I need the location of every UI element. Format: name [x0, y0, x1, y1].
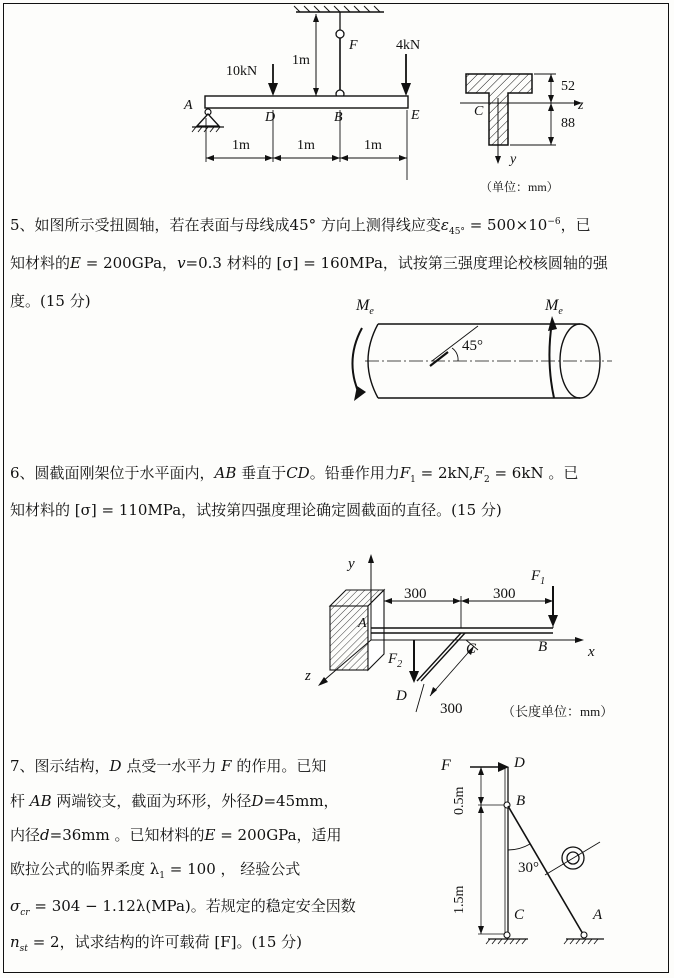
q7-dim-0-5m-text: 0.5m [452, 786, 467, 815]
q6-dim-300-b: 300 [493, 586, 516, 602]
fig1-label-z: z [578, 98, 584, 113]
q6-CD: CD [286, 464, 310, 482]
q7-F: F [221, 757, 232, 775]
fig1-label-A: A [184, 98, 193, 113]
q6-text-1c: 垂直于 [236, 464, 287, 482]
q5-text-2c: = 200GPa， [80, 254, 178, 272]
q5-epsilon-sub: 45° [448, 227, 465, 237]
q6-label-F1-F: F [531, 568, 541, 584]
q5-Me-left-sub: e [369, 306, 374, 318]
q6-label-F1-sub: 1 [540, 576, 546, 587]
q6-F1-sub: 1 [410, 475, 416, 485]
q6-label-D: D [396, 688, 407, 704]
fig1-dim-1m-b: 1m [297, 138, 315, 153]
q7-D: D [109, 757, 122, 775]
q5-text-2e: =0.3 材料的 [σ] = 160MPa，试按第三强度理论校核圆轴的强 [185, 254, 608, 272]
q7-lambda-sub: 1 [159, 871, 166, 881]
q5-text-1a: 5、如图所示受扭圆轴，若在表面与母线成45° 方向上测得线应变 [10, 216, 441, 234]
q5-Me-right-M: M [545, 297, 559, 314]
q7-label-F: F [441, 757, 451, 774]
q6-dim-300-a: 300 [404, 586, 427, 602]
q6-axis-y: y [348, 556, 355, 572]
q6-unit-note: （长度单位：mm） [502, 704, 614, 719]
q6-label-F2-sub: 2 [397, 659, 403, 670]
q6-line-2: 知材料的 [σ] = 110MPa，试按第四强度理论确定圆截面的直径。(15 分) [10, 501, 502, 519]
q6-dim-300-c: 300 [440, 701, 463, 717]
q5-text-2a: 知材料的 [10, 254, 71, 272]
q7-AB: AB [29, 792, 52, 810]
fig1-label-y: y [510, 152, 517, 167]
q5-angle-label: 45° [462, 338, 483, 354]
q6-label-F2-F: F [388, 651, 398, 667]
q7-label-D: D [514, 755, 525, 771]
q5-text-1d: = 500×10 [464, 216, 548, 234]
fig1-dim-52: 52 [561, 79, 575, 94]
q7-dim-1-5m [452, 866, 468, 914]
q7-text-2e: =45mm， [263, 792, 339, 810]
q7-sigma: σ [10, 897, 21, 915]
q7-text-2c: 两端铰支，截面为环形，外径 [51, 792, 252, 810]
q5-E: E [70, 254, 81, 272]
q7-label-A: A [593, 907, 603, 923]
q5-epsilon: ε [440, 216, 449, 234]
q7-text-3c: =36mm 。已知材料的 [49, 826, 205, 844]
q7-outer-D: D [251, 792, 264, 810]
fig1-load-10kN: 10kN [226, 64, 258, 79]
q7-text-3a: 内径 [10, 826, 41, 844]
q5-line-3: 度。(15 分) [10, 292, 91, 310]
q6-text-1a: 6、圆截面刚架位于水平面内， [10, 464, 215, 482]
fig1-dim-88: 88 [561, 116, 575, 131]
q7-text-5c: = 304 − 1.12λ(MPa)。若规定的稳定安全因数 [29, 897, 356, 915]
q7-angle-30: 30° [518, 860, 539, 876]
q6-text-1k: = 6kN 。已 [489, 464, 579, 482]
q7-dim-1-5m-text: 1.5m [452, 885, 467, 914]
fig1-dim-1m-a: 1m [232, 138, 250, 153]
q7-n-sub: st [19, 944, 28, 954]
fig1-unit-note: （单位：mm） [480, 180, 559, 194]
q5-Me-left-M: M [356, 297, 370, 314]
q6-axis-x: x [588, 644, 595, 660]
q7-label-C: C [514, 907, 525, 923]
q7-text-4a: 欧拉公式的临界柔度 λ [10, 860, 160, 878]
q7-text-1a: 7、图示结构， [10, 757, 110, 775]
q7-sigma-sub: cr [20, 908, 30, 918]
q6-axis-z: z [305, 668, 311, 684]
q7-text-4c: = 100 ， 经验公式 [165, 860, 301, 878]
q6-AB: AB [214, 464, 237, 482]
fig1-dim-1m-vertical: 1m [292, 53, 310, 68]
q7-text-6c: = 2，试求结构的许可载荷 [F]。(15 分) [27, 933, 303, 951]
fig1-label-B: B [334, 110, 343, 125]
fig1-load-4kN: 4kN [396, 38, 421, 53]
q7-n: n [10, 933, 20, 951]
q7-E: E [204, 826, 216, 844]
q6-label-A: A [358, 616, 367, 631]
q5-v: v [177, 254, 186, 272]
q7-text-1e: 的作用。已知 [231, 757, 327, 775]
q7-text-2a: 杆 [10, 792, 30, 810]
q5-exponent: −6 [547, 217, 561, 227]
q7-dim-0-5m [452, 749, 468, 815]
q7-inner-d: d [40, 826, 50, 844]
fig1-label-D: D [265, 110, 276, 125]
fig1-label-E: E [411, 108, 420, 123]
q5-Me-right-sub: e [558, 306, 563, 318]
fig1-label-C: C [474, 104, 484, 119]
q6-F1: F [399, 464, 411, 482]
fig1-label-F: F [349, 38, 358, 53]
fig1-dim-1m-c: 1m [364, 138, 382, 153]
q7-label-B: B [516, 793, 526, 809]
q6-text-1h: = 2kN, [415, 464, 474, 482]
q7-text-1c: 点受一水平力 [121, 757, 222, 775]
q7-text-3e: = 200GPa，适用 [215, 826, 342, 844]
q6-label-B: B [538, 639, 548, 655]
q6-F2-sub: 2 [483, 475, 490, 485]
q6-text-1e: 。铅垂作用力 [309, 464, 400, 482]
q6-label-C: C [466, 641, 477, 657]
q6-F2: F [473, 464, 484, 482]
q5-text-1f: ，已 [560, 216, 591, 234]
